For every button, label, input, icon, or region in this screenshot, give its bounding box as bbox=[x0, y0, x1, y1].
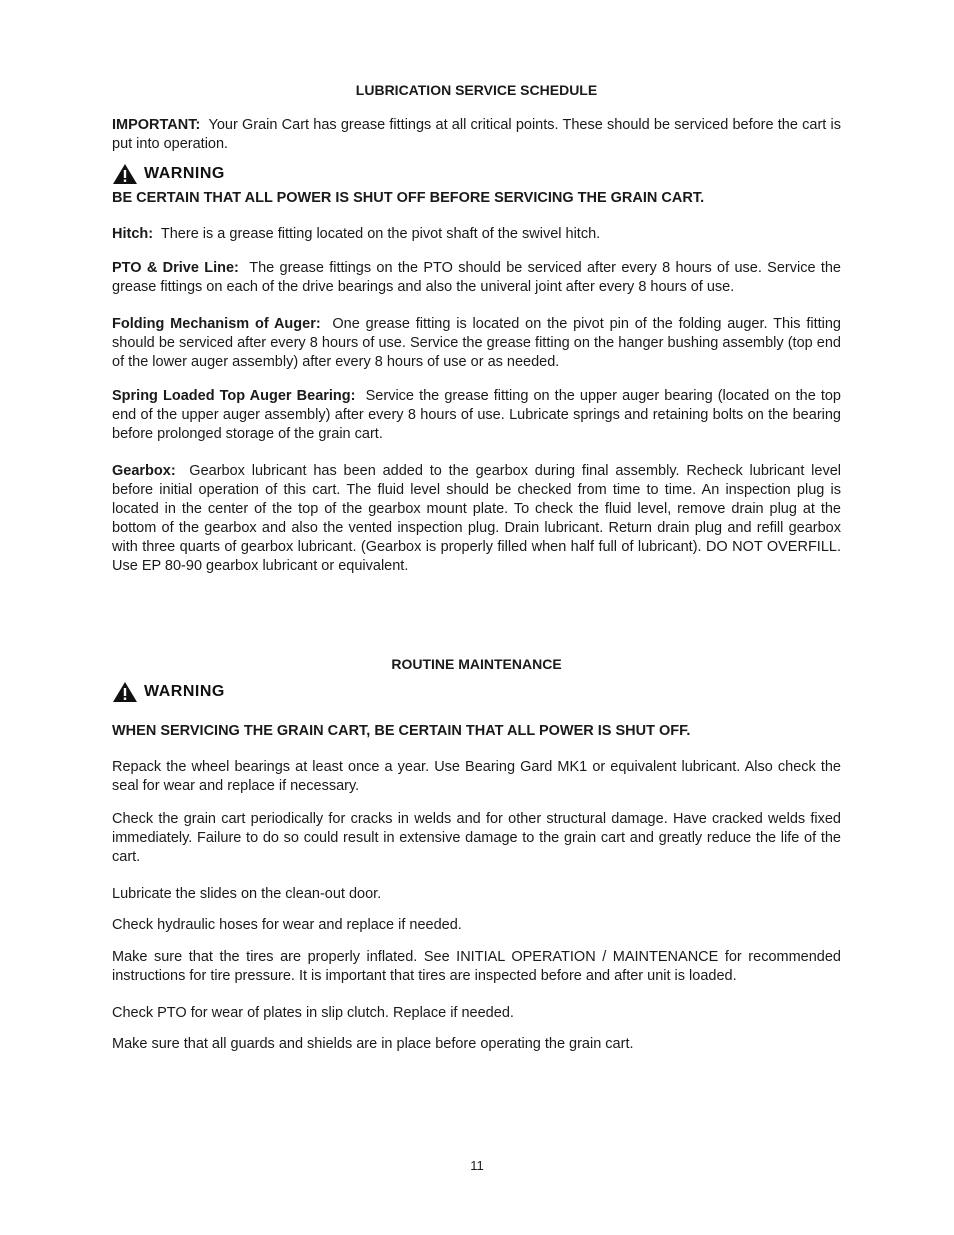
item-label: Spring Loaded Top Auger Bearing: bbox=[112, 388, 356, 404]
warning-label-2: WARNING bbox=[144, 683, 225, 700]
item-label: Gearbox: bbox=[112, 463, 176, 479]
maintenance-paragraph: Check the grain cart periodically for cracks in welds and for other structural damage. Have cracked welds fixed immediately. Failure to do so could result in extensive damage to the grain cart and greatly reduce the life of the cart. bbox=[112, 811, 841, 865]
item-label: Folding Mechanism of Auger: bbox=[112, 316, 321, 332]
item-label: Hitch: bbox=[112, 226, 154, 242]
spring-bearing-paragraph bbox=[112, 387, 841, 444]
item-label: PTO & Drive Line: bbox=[112, 260, 239, 276]
warning-text-2: WHEN SERVICING THE GRAIN CART, BE CERTAIN THAT ALL POWER IS SHUT OFF. bbox=[112, 723, 691, 739]
maintenance-paragraph: Check PTO for wear of plates in slip clutch. Replace if needed. bbox=[112, 1005, 514, 1021]
warning-banner-2 bbox=[112, 680, 225, 704]
hitch-paragraph bbox=[112, 225, 841, 244]
warning-banner-1 bbox=[112, 162, 225, 186]
maintenance-title: ROUTINE MAINTENANCE bbox=[391, 656, 562, 672]
warning-triangle-icon bbox=[112, 163, 138, 185]
maintenance-paragraph: Make sure that the tires are properly inflated. See INITIAL OPERATION / MAINTENANCE for recommended instructions for tire pressure. It is important that tires are inspected before and after unit is loaded. bbox=[112, 949, 841, 984]
item-text: The grease fittings on the PTO should be serviced after every 8 hours of use. Service the grease fittings on each of the drive bearings and also the univeral joint after every 8 hours of use. bbox=[112, 260, 841, 295]
important-label: IMPORTANT: bbox=[112, 117, 201, 133]
warning-label-1: WARNING bbox=[144, 165, 225, 182]
item-text: Service the grease fitting on the upper auger bearing (located on the top end of the upper auger assembly) after every 8 hours of use. Lubricate springs and retaining bolts on the bearing before prolonged storage of the grain cart. bbox=[112, 388, 841, 442]
maintenance-paragraph: Make sure that all guards and shields are in place before operating the grain cart. bbox=[112, 1036, 634, 1052]
gearbox-paragraph bbox=[112, 462, 841, 576]
lubrication-title: LUBRICATION SERVICE SCHEDULE bbox=[355, 82, 598, 98]
item-text: There is a grease fitting located on the pivot shaft of the swivel hitch. bbox=[160, 226, 601, 242]
page-number: 11 bbox=[470, 1158, 484, 1173]
item-text: One grease fitting is located on the pivot pin of the folding auger. This fitting should be serviced after every 8 hours of use. Service the grease fitting on the hanger bushing assembly (top end of the lower auger assembly) after every 8 hours of use or as needed. bbox=[112, 316, 841, 370]
important-paragraph bbox=[112, 116, 841, 154]
pto-paragraph bbox=[112, 259, 841, 297]
item-text: Gearbox lubricant has been added to the gearbox during final assembly. Recheck lubricant level before initial operation of this cart. The fluid level should be checked from time to time. An inspection plug is located in the center of the top of the gearbox mount plate. To check the fluid level, remove drain plug at the bottom of the gearbox and also the vented inspection plug. Drain lubricant. Return drain plug and refill gearbox with three quarts of gearbox lubricant. (Gearbox is properly filled when half full of lubricant). DO NOT OVERFILL. Use EP 80-90 gearbox lubricant or equivalent. bbox=[112, 463, 841, 574]
folding-mechanism-paragraph bbox=[112, 315, 841, 372]
maintenance-paragraph: Lubricate the slides on the clean-out door. bbox=[112, 886, 382, 902]
warning-text-1: BE CERTAIN THAT ALL POWER IS SHUT OFF BEFORE SERVICING THE GRAIN CART. bbox=[112, 190, 705, 206]
maintenance-paragraph: Repack the wheel bearings at least once a year. Use Bearing Gard MK1 or equivalent lubricant. Also check the seal for wear and replace if necessary. bbox=[112, 759, 841, 794]
maintenance-paragraph: Check hydraulic hoses for wear and replace if needed. bbox=[112, 917, 462, 933]
warning-triangle-icon bbox=[112, 681, 138, 703]
important-text: Your Grain Cart has grease fittings at all critical points. These should be serviced before the cart is put into operation. bbox=[112, 117, 841, 152]
